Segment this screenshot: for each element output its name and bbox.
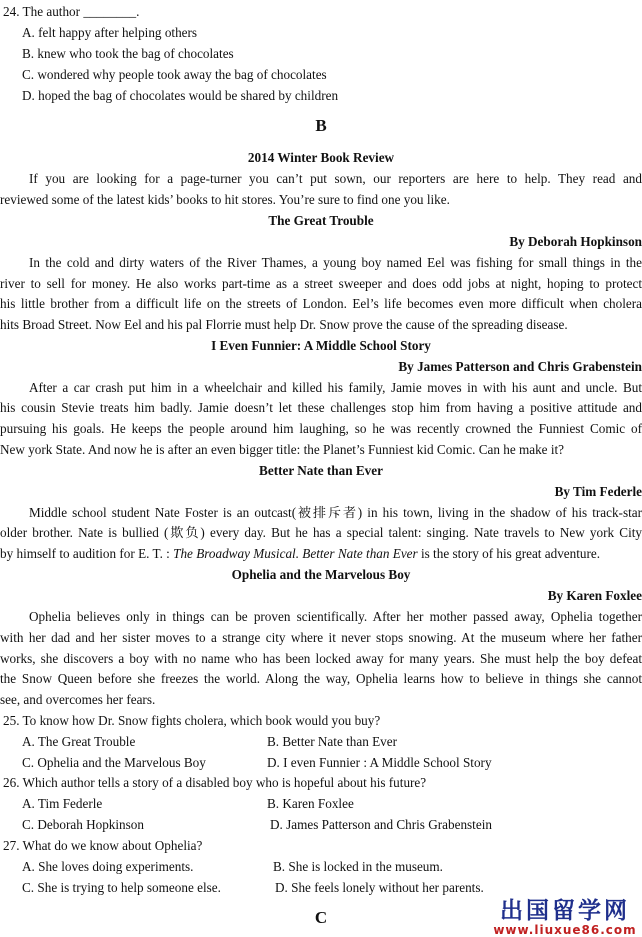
q26-option-c: C. Deborah Hopkinson — [22, 817, 144, 832]
q24-option-d: D. hoped the bag of chocolates would be shared by children — [22, 88, 339, 103]
book-title-italic: The Broadway Musical. Better Nate than Ever — [173, 546, 418, 561]
q27-option-d: D. She feels lonely without her parents. — [275, 880, 484, 895]
watermark-logo-text: 出国留学网 — [500, 898, 630, 924]
book-text-line: older brother. Nate is bullied (欺负) every day. But he has a special talent: singing. Nate travels to New york City — [0, 525, 642, 540]
book-author: By Deborah Hopkinson — [509, 234, 642, 249]
q27-option-b: B. She is locked in the museum. — [273, 859, 443, 874]
book-author: By Karen Foxlee — [547, 588, 642, 603]
book-title: The Great Trouble — [268, 213, 374, 228]
q27-option-c: C. She is trying to help someone else. — [22, 880, 221, 895]
book-text-line: New york State. And now he is after an even bigger title: the Planet’s Funniest kid Comic. Can he make it? — [0, 442, 565, 457]
q25-option-d: D. I even Funnier : A Middle School Story — [267, 755, 492, 770]
section-b-heading: B — [315, 116, 327, 135]
book-title: Better Nate than Ever — [259, 463, 383, 478]
book-text-line: his little brother from a difficult life on the streets of London. Eel’s life becomes even more difficult when cholera — [0, 296, 642, 311]
book-text-line: see, and overcomes her fears. — [0, 692, 156, 707]
q26-option-a: A. Tim Federle — [22, 796, 103, 811]
q26-option-d: D. James Patterson and Chris Grabenstein — [270, 817, 492, 832]
q24-option-c: C. wondered why people took away the bag of chocolates — [22, 67, 327, 82]
q26-option-b: B. Karen Foxlee — [267, 796, 354, 811]
site-watermark — [490, 899, 640, 937]
book-text-line: works, she discovers a boy with no name who has been locked away for many years. She must help the boy defeat — [0, 651, 642, 666]
book-text-line: the Snow Queen before she freezes the world. Along the way, Ophelia learns how to believe in things she cannot — [0, 671, 642, 686]
q25-option-a: A. The Great Trouble — [22, 734, 136, 749]
q27-option-a: A. She loves doing experiments. — [22, 859, 194, 874]
intro-line: If you are looking for a page-turner you can’t put sown, our reporters are here to help. They read and — [29, 171, 642, 186]
book-text-line — [0, 546, 600, 562]
q25-option-c: C. Ophelia and the Marvelous Boy — [22, 755, 206, 770]
book-title: Ophelia and the Marvelous Boy — [231, 567, 411, 582]
book-text-segment: is the story of his great adventure. — [417, 546, 601, 561]
q24-option-a: A. felt happy after helping others — [22, 25, 198, 40]
q27-stem: 27. What do we know about Ophelia? — [3, 838, 203, 853]
book-text-line: After a car crash put him in a wheelchair and killed his family, Jamie moves in with his aunt and uncle. But — [29, 380, 642, 395]
q25-stem: 25. To know how Dr. Snow fights cholera, which book would you buy? — [3, 713, 381, 728]
book-text-line: with her dad and her sister moves to a strange city where it never stops snowing. At the museum where her father — [0, 630, 642, 645]
book-text-line: Ophelia believes only in things can be proven scientifically. After her mother passed away, Ophelia together — [29, 609, 642, 624]
book-author: By Tim Federle — [554, 484, 642, 499]
watermark-url: www.liuxue86.com — [493, 923, 637, 937]
book-text-segment: by himself to audition for E. T. : — [0, 546, 174, 561]
book-text-line: In the cold and dirty waters of the River Thames, a young boy named Eel was fishing for small things in the — [29, 255, 642, 270]
intro-line: reviewed some of the latest kids’ books to hit stores. You’re sure to find one you like. — [0, 192, 450, 207]
book-text-line: Middle school student Nate Foster is an outcast(被排斥者) in his town, living in the shadow of his track-star — [29, 505, 642, 520]
q25-option-b: B. Better Nate than Ever — [267, 734, 397, 749]
section-c-heading: C — [314, 908, 328, 927]
q24-option-b: B. knew who took the bag of chocolates — [22, 46, 234, 61]
book-text-line: hits Broad Street. Now Eel and his pal Florrie must help Dr. Snow prove the cause of the spreading disease. — [0, 317, 568, 332]
book-text-line: river to sell for money. He also works part-time as a street sweeper and does odd jobs at night, hoping to protect — [0, 276, 642, 291]
book-title: I Even Funnier: A Middle School Story — [211, 338, 431, 353]
book-text-line: pursuing his goals. He keeps the people around him laughing, so he was recently crowned the Funniest Comic of — [0, 421, 642, 436]
book-text-line: his cousin Stevie treats him badly. Jamie doesn’t let these challenges stop him from having a positive attitude and — [0, 400, 642, 415]
q26-stem: 26. Which author tells a story of a disabled boy who is hopeful about his future? — [3, 775, 427, 790]
review-title: 2014 Winter Book Review — [247, 150, 395, 165]
book-author: By James Patterson and Chris Grabenstein — [398, 359, 642, 374]
q24-stem: 24. The author ________. — [3, 4, 140, 19]
